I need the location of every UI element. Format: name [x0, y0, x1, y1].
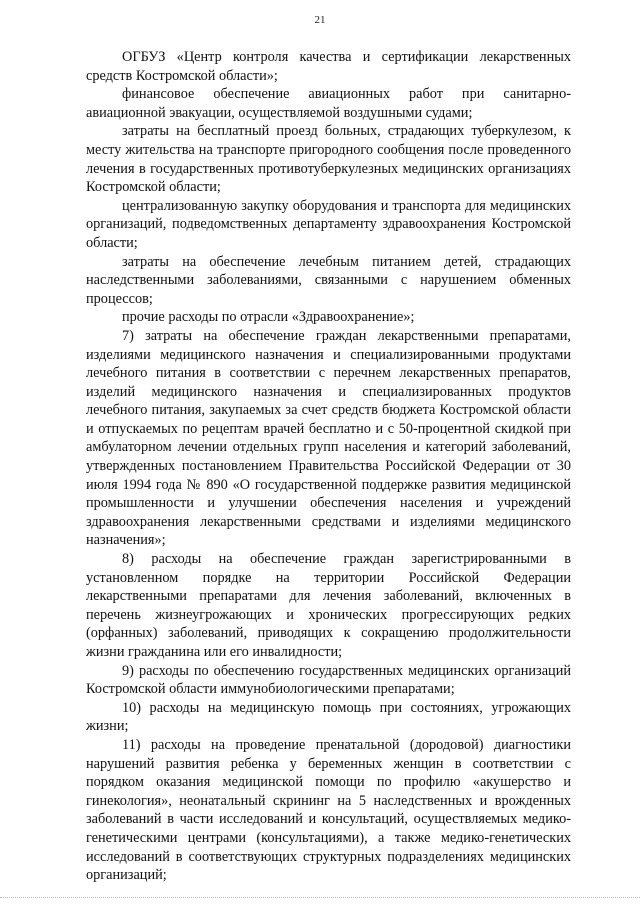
- paragraph-item-7: 7) затраты на обеспечение граждан лекарственными препаратами, изделиями медицинского назначения и специализированными продуктами лечебного питания в соответствии с перечнем лекарственных препаратов, изделий медицинского назначения и специализированных продуктов лечебного питания, закупаемых за счет средств бюджета Костромской области и отпускаемых по рецептам врачей бесплатно и с 50-процентной скидкой при амбулаторном лечении отдельных групп населения и категорий заболеваний, утвержденных постановлением Правительства Российской Федерации от 30 июля 1994 года № 890 «О государственной поддержке развития медицинской промышленности и улучшении обеспечения населения и учреждений здравоохранения лекарственными средствами и изделиями медицинского назначения»;: [86, 327, 571, 549]
- paragraph-item-11: 11) расходы на проведение пренатальной (дородовой) диагностики нарушений развития ребенка у беременных женщин в соответствии с порядком оказания медицинской помощи по профилю «акушерство и гинекология», неонатальный скрининг на 5 наследственных и врожденных заболеваний в части исследований и консультаций, осуществляемых медико-генетическими центрами (консультациями), а также медико-генетических исследований в соответствующих структурных подразделениях медицинских организаций;: [86, 736, 571, 884]
- scan-edge-line: [0, 897, 640, 899]
- paragraph-equipment-purchase: централизованную закупку оборудования и транспорта для медицинских организаций, подведомственных департаменту здравоохранения Костромской области;: [86, 197, 571, 251]
- paragraph-item-9: 9) расходы по обеспечению государственных медицинских организаций Костромской области иммунобиологическими препаратами;: [86, 662, 571, 698]
- paragraph-aviation-evacuation: финансовое обеспечение авиационных работ при санитарно-авиационной эвакуации, осуществляемой воздушными судами;: [86, 86, 571, 121]
- paragraph-tuberculosis-travel: затраты на бесплатный проезд больных, страдающих туберкулезом, к месту жительства на транспорте пригородного сообщения после проведенного лечения в государственных противотуберкулезных медицинских организациях Костромской области;: [86, 123, 571, 196]
- document-body: [86, 48, 571, 885]
- paragraph-ogbuz-center: ОГБУЗ «Центр контроля качества и сертификации лекарственных средств Костромской области»;: [86, 49, 571, 84]
- paragraph-other-expenses: прочие расходы по отрасли «Здравоохранение»;: [122, 309, 415, 326]
- paragraph-item-10: 10) расходы на медицинскую помощь при состояниях, угрожающих жизни;: [86, 699, 571, 735]
- paragraph-item-8: 8) расходы на обеспечение граждан зарегистрированными в установленном порядке на территории Российской Федерации лекарственными препаратами для лечения заболеваний, включенных в перечень жизнеугрожающих и хронических прогрессирующих редких (орфанных) заболеваний, приводящих к сокращению продолжительности жизни гражданина или его инвалидности;: [86, 551, 571, 660]
- page-number: 21: [314, 14, 326, 26]
- paragraph-medical-nutrition: затраты на обеспечение лечебным питанием детей, страдающих наследственными заболеваниями, связанными с нарушением обменных процессов;: [86, 253, 571, 307]
